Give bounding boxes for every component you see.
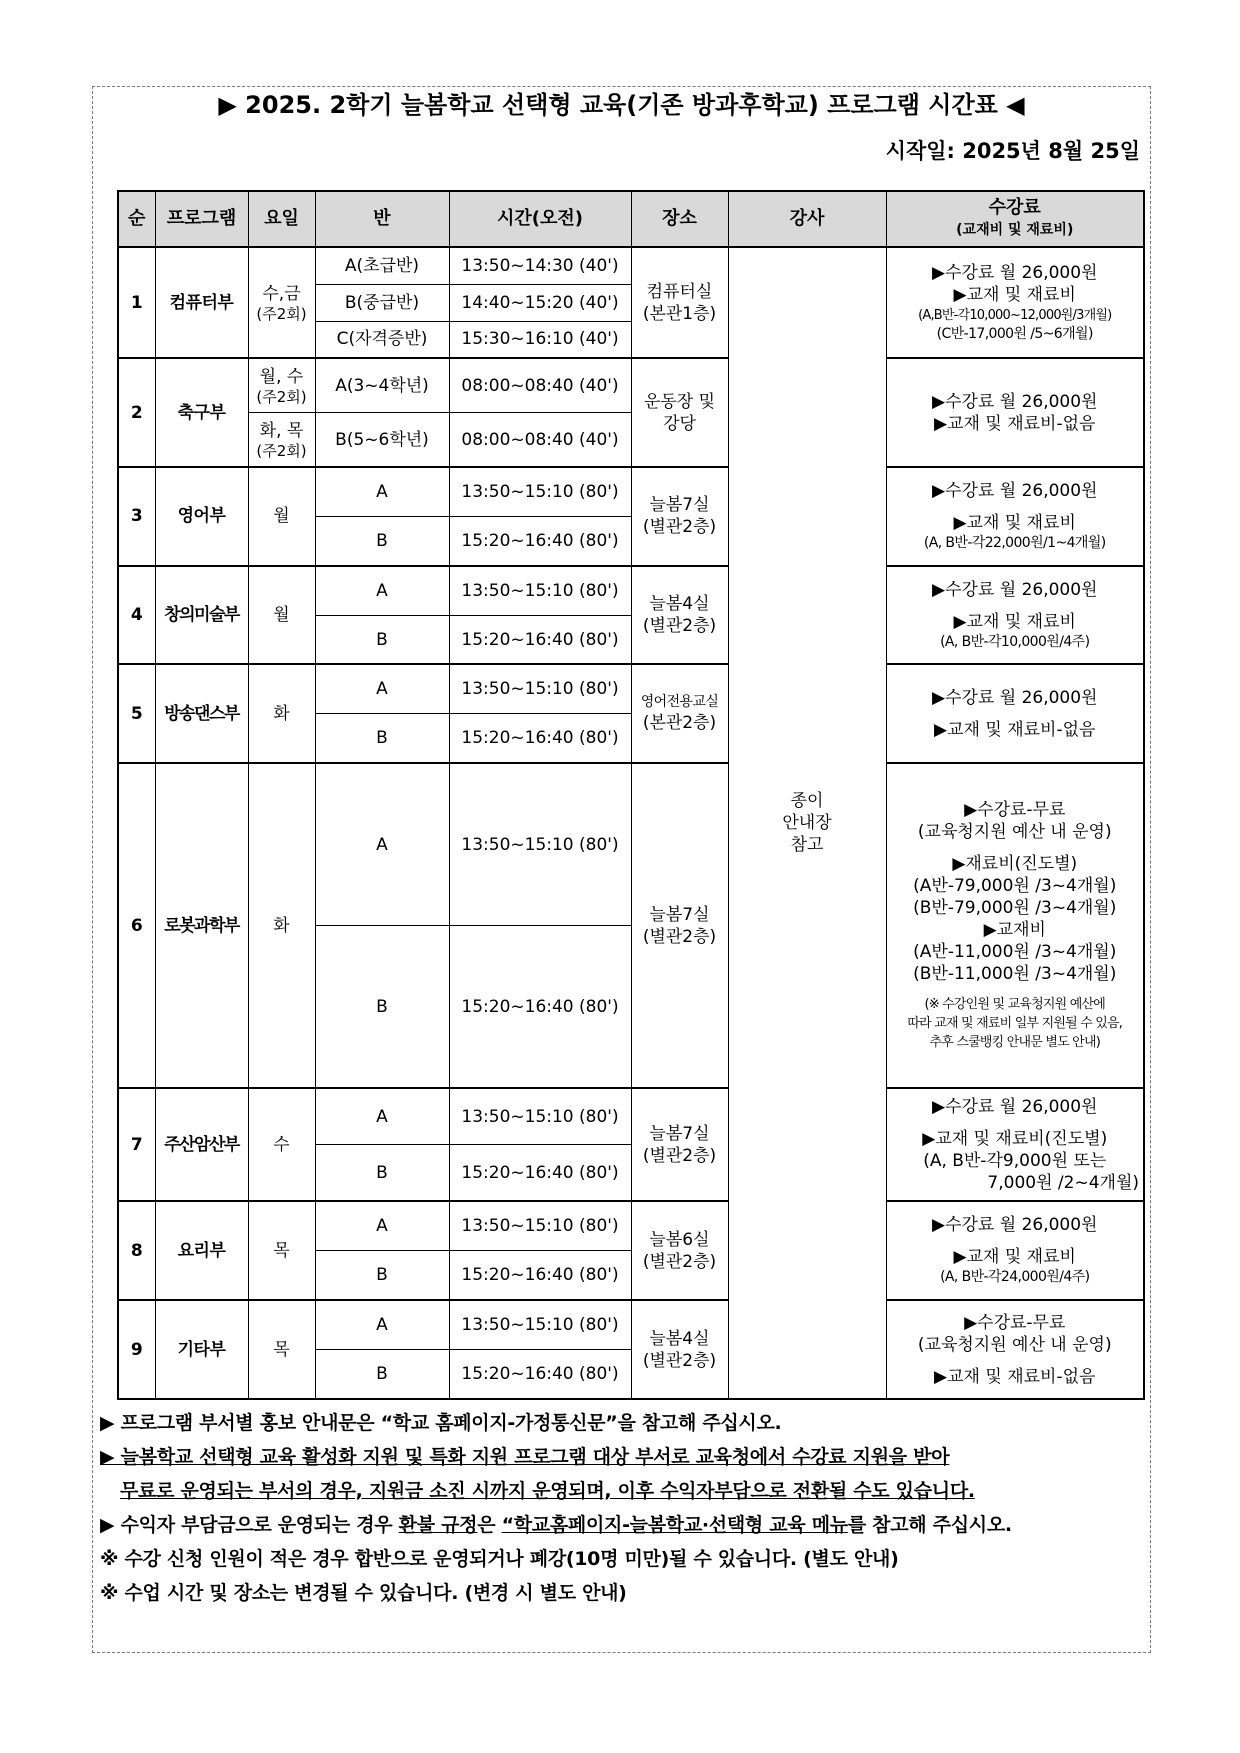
program-place: [631, 664, 728, 763]
class-time: 13:50~15:10 (80'): [449, 664, 631, 713]
class-name: C(자격증반): [315, 321, 449, 358]
class-name: B: [315, 1349, 449, 1399]
teacher-cell: [728, 247, 886, 1399]
fee-line: (※ 수강인원 및 교육청지원 예산에: [924, 997, 1106, 1013]
class-time: 08:00~08:40 (40'): [449, 358, 631, 413]
document-title: ▶ 2025. 2학기 늘봄학교 선택형 교육(기존 방과후학교) 프로그램 시간표 ◀: [218, 91, 1025, 119]
fee-line: (C반-17,000원 /5~6개월): [936, 325, 1093, 342]
row-num: 9: [118, 1300, 155, 1399]
class-name: A(초급반): [315, 247, 449, 284]
table-row: [118, 566, 1144, 615]
class-name: B: [315, 714, 449, 763]
row-num: 1: [118, 247, 155, 358]
program-name: 창의미술부: [155, 566, 248, 665]
program-place: [631, 247, 728, 358]
program-name: 기타부: [155, 1300, 248, 1399]
class-name: B: [315, 615, 449, 664]
program-day: 화: [248, 763, 315, 1088]
fee-line: ▶교재 및 재료비-없음: [934, 719, 1096, 740]
note-4: ※ 수강 신청 인원이 적은 경우 합반으로 운영되거나 폐강(10명 미만)될 수 있습니다. (별도 안내): [100, 1548, 899, 1570]
place-line: (본관2층): [642, 713, 717, 734]
program-day: 월: [248, 566, 315, 665]
program-name: 축구부: [155, 358, 248, 467]
fee-line: (A, B반-각10,000원/4주): [940, 633, 1090, 650]
program-day: 목: [248, 1201, 315, 1300]
day-label: 수,금: [262, 283, 301, 304]
table-row: [118, 1300, 1144, 1349]
note-3-e: 를 참고해 주십시오.: [847, 1514, 1012, 1536]
fee-line: ▶교재비: [983, 920, 1046, 941]
note-3-menu-link: “학교홈페이지-늘봄학교·선택형 교육 메뉴: [501, 1514, 848, 1536]
class-name: A: [315, 1088, 449, 1145]
note-1-c: 을 참고해 주십시오.: [617, 1412, 782, 1434]
program-day: 월: [248, 467, 315, 566]
table-row: [118, 763, 1144, 926]
program-place: [631, 763, 728, 1088]
fee-line: 따라 교재 및 재료비 일부 지원될 수 있음,: [907, 1016, 1123, 1032]
table-row: [118, 247, 1144, 284]
fee-line: ▶수강료 월 26,000원: [932, 391, 1098, 412]
teacher-line: 참고: [790, 835, 824, 855]
class-name: B: [315, 516, 449, 565]
fee-line: 7,000원 /2~4개월): [987, 1172, 1139, 1193]
fee-line: (A,B반-각10,000~12,000원/3개월): [918, 307, 1112, 323]
fee-line: 추후 스쿨뱅킹 안내문 별도 안내): [929, 1035, 1100, 1051]
start-date: 시작일: 2025년 8월 25일: [885, 139, 1140, 163]
fee-line: ▶교재 및 재료비: [953, 512, 1076, 533]
fee-line: (B반-11,000원 /3~4개월): [913, 964, 1117, 985]
header-place: 장소: [631, 191, 728, 247]
program-name: 요리부: [155, 1201, 248, 1300]
table-row: [118, 664, 1144, 713]
place-line: 늘봄4실: [649, 594, 710, 615]
note-1-a: ▶ 프로그램 부서별 홍보 안내문은: [100, 1412, 381, 1434]
schedule-table: [117, 190, 1145, 1400]
day-label: 화, 목: [259, 420, 304, 441]
program-fee: [886, 467, 1144, 566]
header-time: 시간(오전): [449, 191, 631, 247]
class-name: A: [315, 1201, 449, 1250]
class-time: 13:50~15:10 (80'): [449, 1201, 631, 1250]
fee-gap: [887, 1356, 1144, 1366]
class-name: A(3~4학년): [315, 358, 449, 413]
program-name: 방송댄스부: [155, 664, 248, 763]
place-line: 늘봄7실: [649, 1123, 710, 1144]
place-line: 늘봄6실: [649, 1229, 710, 1250]
class-time: 13:50~15:10 (80'): [449, 566, 631, 615]
class-time: 15:20~16:40 (80'): [449, 615, 631, 664]
class-name: B: [315, 1251, 449, 1300]
class-time: 13:50~15:10 (80'): [449, 1300, 631, 1349]
program-fee: [886, 1300, 1144, 1399]
class-time: 15:20~16:40 (80'): [449, 516, 631, 565]
note-1-b: “학교 홈페이지-가정통신문”: [380, 1412, 618, 1434]
header-day: 요일: [248, 191, 315, 247]
program-fee: [886, 566, 1144, 665]
class-name: A: [315, 467, 449, 516]
fee-line: ▶수강료 월 26,000원: [932, 687, 1098, 708]
row-num: 4: [118, 566, 155, 665]
fee-gap: [887, 601, 1144, 611]
program-name: 로봇과학부: [155, 763, 248, 1088]
program-day: 목: [248, 1300, 315, 1399]
table-row: [118, 467, 1144, 516]
place-line: 운동장 및: [643, 391, 716, 412]
program-place: [631, 1201, 728, 1300]
program-day: 수: [248, 1088, 315, 1201]
program-name: 주산암산부: [155, 1088, 248, 1201]
table-row: [118, 1201, 1144, 1250]
program-fee: [886, 358, 1144, 467]
class-time: 15:20~16:40 (80'): [449, 1349, 631, 1399]
class-name: B: [315, 926, 449, 1089]
place-line: (본관1층): [642, 303, 717, 324]
fee-line: ▶수강료-무료: [964, 1312, 1066, 1333]
table-header-row: [118, 191, 1144, 247]
class-name: B(중급반): [315, 284, 449, 321]
fee-line: ▶수강료 월 26,000원: [932, 480, 1098, 501]
note-3: [100, 1508, 1145, 1542]
fee-line: ▶수강료 월 26,000원: [932, 1096, 1098, 1117]
class-name: A: [315, 763, 449, 926]
header-fee: [886, 191, 1144, 247]
header-num: 순: [118, 191, 155, 247]
class-time: 15:30~16:10 (40'): [449, 321, 631, 358]
program-day: [248, 247, 315, 358]
program-place: [631, 358, 728, 467]
row-num: 3: [118, 467, 155, 566]
program-name: 컴퓨터부: [155, 247, 248, 358]
fee-gap: [887, 709, 1144, 719]
fee-line: ▶교재 및 재료비: [953, 1247, 1076, 1268]
fee-line: (A반-11,000원 /3~4개월): [913, 942, 1117, 963]
program-name: 영어부: [155, 467, 248, 566]
fee-line: ▶교재 및 재료비: [953, 611, 1076, 632]
day-sub-label: (주2회): [256, 387, 307, 406]
class-time: 13:50~14:30 (40'): [449, 247, 631, 284]
program-day: [248, 413, 315, 468]
note-3-a: ▶ 수익자 부담금으로 운영되는 경우: [100, 1514, 399, 1536]
program-fee: [886, 247, 1144, 358]
header-class: 반: [315, 191, 449, 247]
program-place: [631, 1088, 728, 1201]
place-line: 늘봄7실: [649, 904, 710, 925]
notes-section: [100, 1406, 1145, 1610]
note-3-refund-rules: 환불 규정: [398, 1514, 478, 1536]
note-2-line-2: 무료로 운영되는 부서의 경우, 지원금 소진 시까지 운영되며, 이후 수익자부담으로 전환될 수도 있습니다.: [120, 1480, 975, 1502]
row-num: 2: [118, 358, 155, 467]
header-teacher: 강사: [728, 191, 886, 247]
row-num: 6: [118, 763, 155, 1088]
fee-line: ▶교재 및 재료비(진도별): [922, 1128, 1108, 1149]
program-place: [631, 467, 728, 566]
class-time: 15:20~16:40 (80'): [449, 926, 631, 1089]
header-program: 프로그램: [155, 191, 248, 247]
fee-line: ▶수강료 월 26,000원: [932, 262, 1098, 283]
program-day: [248, 358, 315, 413]
fee-gap: [887, 1118, 1144, 1128]
row-num: 7: [118, 1088, 155, 1201]
place-line: (별관2층): [642, 517, 717, 538]
fee-gap: [887, 843, 1144, 853]
class-name: A: [315, 1300, 449, 1349]
program-day: 화: [248, 664, 315, 763]
teacher-line: 안내장: [782, 813, 832, 833]
row-num: 8: [118, 1201, 155, 1300]
fee-line: ▶수강료 월 26,000원: [932, 1215, 1098, 1236]
place-line: 늘봄4실: [649, 1328, 710, 1349]
fee-line: ▶수강료 월 26,000원: [932, 579, 1098, 600]
fee-line: (교육청지원 예산 내 운영): [917, 1334, 1112, 1355]
note-2-line-1: ▶ 늘봄학교 선택형 교육 활성화 지원 및 특화 지원 프로그램 대상 부서로 교육청에서 수강료 지원을 받아: [100, 1446, 950, 1468]
day-label: 월, 수: [259, 366, 304, 387]
class-name: B: [315, 1145, 449, 1202]
class-time: 13:50~15:10 (80'): [449, 1088, 631, 1145]
day-sub-label: (주2회): [256, 441, 307, 460]
fee-line: ▶교재 및 재료비: [953, 284, 1076, 305]
class-time: 15:20~16:40 (80'): [449, 714, 631, 763]
row-num: 5: [118, 664, 155, 763]
fee-line: (A반-79,000원 /3~4개월): [913, 876, 1117, 897]
table-row: [118, 1088, 1144, 1145]
note-3-c: 은: [477, 1514, 502, 1536]
teacher-line: 종이: [790, 791, 824, 811]
table-row: [118, 358, 1144, 413]
place-line: (별관2층): [642, 1350, 717, 1371]
place-line: 컴퓨터실: [646, 281, 713, 302]
program-fee: [886, 664, 1144, 763]
place-line: (별관2층): [642, 616, 717, 637]
fee-line: (A, B반-각9,000원 또는: [923, 1150, 1107, 1171]
place-line: (별관2층): [642, 926, 717, 947]
program-fee: [886, 1201, 1144, 1300]
place-line: (별관2층): [642, 1145, 717, 1166]
place-line: 늘봄7실: [649, 495, 710, 516]
class-name: B(5~6학년): [315, 413, 449, 468]
program-fee: [886, 763, 1144, 1088]
fee-line: ▶교재 및 재료비-없음: [934, 413, 1096, 434]
place-line: (별관2층): [642, 1251, 717, 1272]
program-place: [631, 1300, 728, 1399]
class-time: 08:00~08:40 (40'): [449, 413, 631, 468]
header-fee-sub: (교재비 및 재료비): [956, 222, 1074, 238]
fee-gap: [887, 502, 1144, 512]
fee-line: ▶교재 및 재료비-없음: [934, 1366, 1096, 1387]
class-time: 13:50~15:10 (80'): [449, 763, 631, 926]
fee-line: (B반-79,000원 /3~4개월): [913, 898, 1117, 919]
class-time: 14:40~15:20 (40'): [449, 284, 631, 321]
fee-line: (A, B반-각24,000원/4주): [940, 1269, 1090, 1286]
place-line: 강당: [663, 413, 696, 434]
program-place: [631, 566, 728, 665]
place-line: 영어전용교실: [640, 694, 719, 711]
fee-gap: [887, 1236, 1144, 1246]
day-sub-label: (주2회): [256, 304, 307, 323]
note-5: ※ 수업 시간 및 장소는 변경될 수 있습니다. (변경 시 별도 안내): [100, 1582, 627, 1604]
class-time: 15:20~16:40 (80'): [449, 1251, 631, 1300]
note-1: [100, 1406, 1145, 1440]
fee-line: ▶재료비(진도별): [952, 854, 1078, 875]
header-fee-label: 수강료: [988, 197, 1041, 218]
program-fee: [886, 1088, 1144, 1201]
class-time: 15:20~16:40 (80'): [449, 1145, 631, 1202]
fee-line: ▶수강료-무료: [964, 800, 1066, 821]
fee-line: (A, B반-각22,000원/1~4개월): [923, 534, 1106, 551]
class-name: A: [315, 566, 449, 615]
class-name: A: [315, 664, 449, 713]
class-time: 13:50~15:10 (80'): [449, 467, 631, 516]
fee-gap: [887, 985, 1144, 995]
fee-line: (교육청지원 예산 내 운영): [917, 822, 1112, 843]
